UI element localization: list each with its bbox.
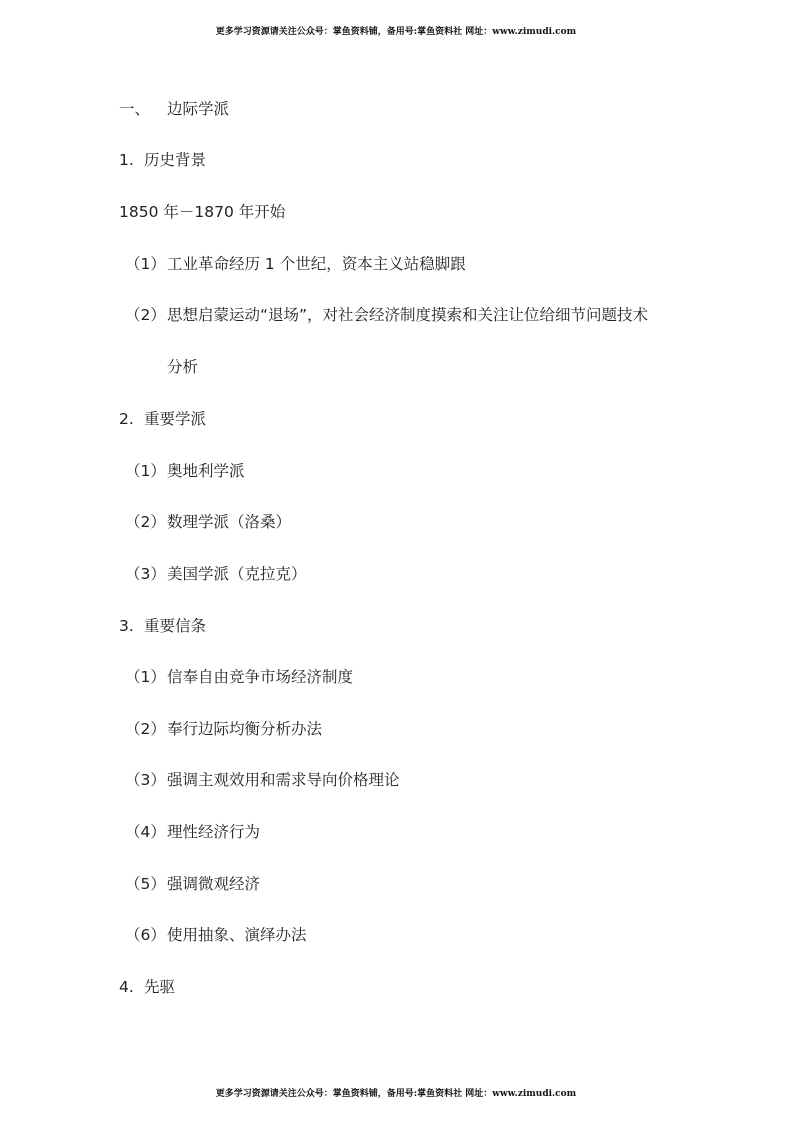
- subheading-title: 重要信条: [144, 617, 207, 635]
- list-item: [125, 254, 466, 274]
- subheading-number: 4.: [119, 978, 134, 996]
- list-item-text: 强调微观经济: [167, 875, 261, 893]
- list-item-number: （3）: [125, 565, 166, 583]
- page-footer: 更多学习资源请关注公众号：掌鱼资料铺，备用号:掌鱼资料社 网址：www.zimudi.com: [215, 1089, 577, 1099]
- list-item: [125, 461, 245, 481]
- subheading-number: 2.: [119, 410, 134, 428]
- list-item-continuation: 分析: [167, 358, 199, 376]
- list-item: [125, 822, 260, 842]
- section-number: 一、: [119, 100, 151, 118]
- list-item: [125, 512, 291, 532]
- list-item: [125, 719, 322, 739]
- subheading-title: 先驱: [144, 978, 176, 996]
- subheading-number: 3.: [119, 617, 134, 635]
- list-item-number: （2）: [125, 513, 166, 531]
- subheading-pioneers: [119, 977, 175, 997]
- list-item-text: 使用抽象、演绎办法: [167, 926, 307, 944]
- list-item-number: （5）: [125, 875, 166, 893]
- list-item: [125, 305, 648, 325]
- list-item: [125, 564, 307, 584]
- list-item-number: （1）: [125, 668, 166, 686]
- section-title: 边际学派: [167, 100, 230, 118]
- list-item-number: （2）: [125, 720, 166, 738]
- subheading-beliefs: [119, 616, 206, 636]
- list-item: [125, 874, 260, 894]
- list-item-text: 奥地利学派: [167, 462, 245, 480]
- list-item-number: （4）: [125, 823, 166, 841]
- list-item: [125, 925, 307, 945]
- list-item-text: 数理学派（洛桑）: [167, 513, 292, 531]
- list-item-number: （6）: [125, 926, 166, 944]
- section-heading: [119, 99, 229, 119]
- list-item-text: 工业革命经历 1 个世纪，资本主义站稳脚跟: [167, 255, 466, 273]
- list-item-number: （1）: [125, 462, 166, 480]
- list-item-number: （3）: [125, 771, 166, 789]
- list-item: [125, 770, 400, 790]
- list-item-text: 强调主观效用和需求导向价格理论: [167, 771, 400, 789]
- list-item-text: 美国学派（克拉克）: [167, 565, 307, 583]
- list-item-number: （1）: [125, 255, 166, 273]
- subheading-history: [119, 150, 206, 170]
- subheading-number: 1.: [119, 151, 134, 169]
- subheading-schools: [119, 409, 206, 429]
- subheading-title: 重要学派: [144, 410, 207, 428]
- list-item-text: 思想启蒙运动“退场”，对社会经济制度摸索和关注让位给细节问题技术: [167, 306, 649, 324]
- list-item-text: 信奉自由竞争市场经济制度: [167, 668, 354, 686]
- period-text: 1850 年－1870 年开始: [119, 203, 286, 221]
- page-header: 更多学习资源请关注公众号：掌鱼资料铺，备用号:掌鱼资料社 网址：www.zimudi.com: [215, 27, 577, 37]
- list-item-text: 理性经济行为: [167, 823, 261, 841]
- list-item: [125, 667, 353, 687]
- list-item-text: 奉行边际均衡分析办法: [167, 720, 323, 738]
- list-item-number: （2）: [125, 306, 166, 324]
- subheading-title: 历史背景: [144, 151, 207, 169]
